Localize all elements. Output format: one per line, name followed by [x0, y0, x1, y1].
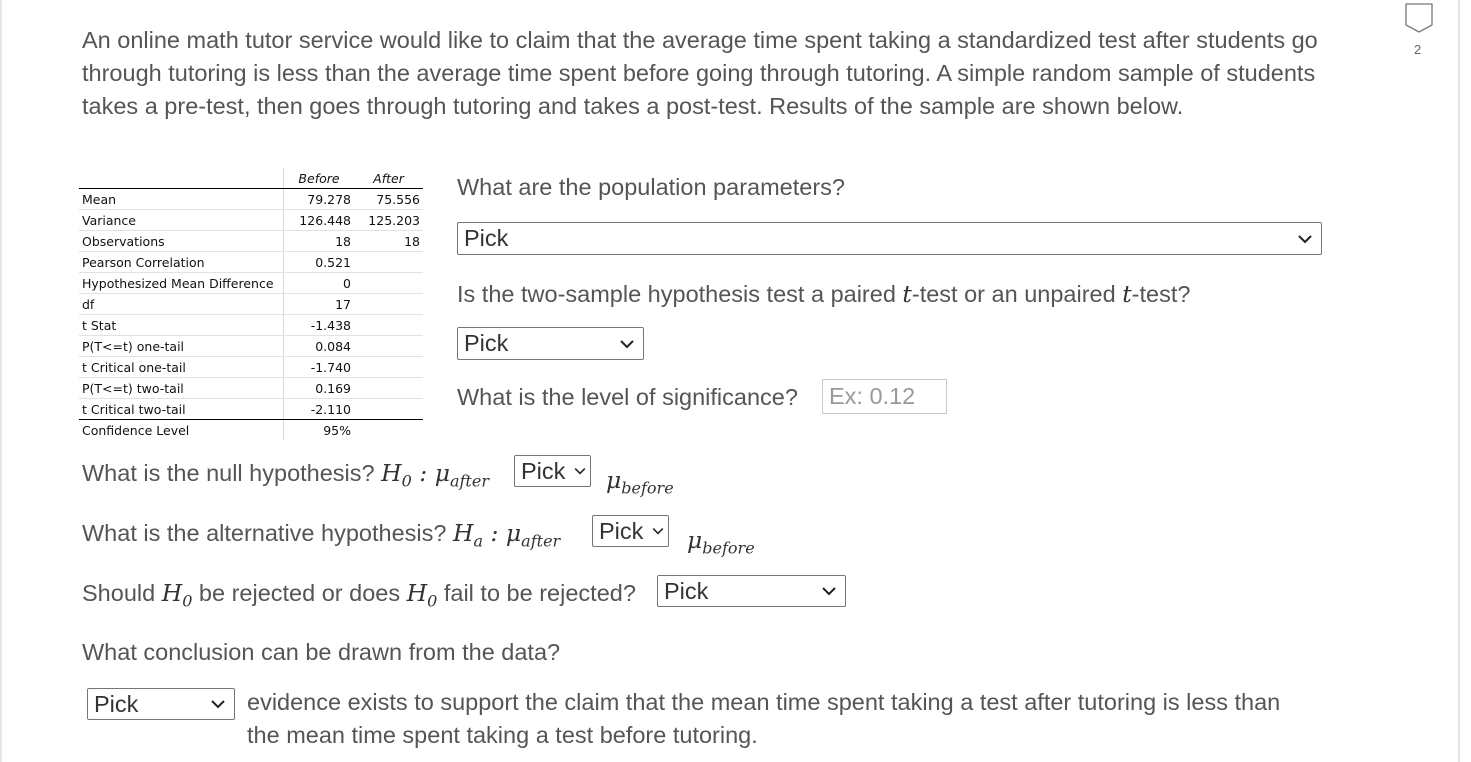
- header-after: After: [354, 168, 423, 189]
- row-label: Mean: [79, 189, 284, 210]
- chevron-down-icon: [208, 694, 228, 714]
- before-value: 0: [284, 273, 355, 294]
- null-select-value: Pick: [521, 457, 566, 484]
- right-border: [1458, 0, 1460, 762]
- after-value: [354, 315, 423, 336]
- after-value: [354, 294, 423, 315]
- before-value: -1.438: [284, 315, 355, 336]
- row-label: t Critical two-tail: [79, 399, 284, 420]
- conclusion-select[interactable]: [87, 688, 235, 720]
- after-value: [354, 336, 423, 357]
- null-question-label: What is the null hypothesis?: [82, 460, 375, 486]
- table-row: [79, 294, 423, 315]
- after-value: 75.556: [354, 189, 423, 210]
- chevron-down-icon: [650, 521, 666, 541]
- params-select-value: Pick: [464, 225, 509, 251]
- paired-question-part1: Is the two-sample hypothesis test a paired: [457, 281, 903, 307]
- reject-text-part1: Should: [82, 580, 162, 606]
- chevron-down-icon: [572, 461, 588, 481]
- alt-hypothesis-question: [82, 519, 560, 551]
- mu-after-subscript: after: [521, 531, 561, 551]
- mu-symbol: μ: [687, 526, 703, 554]
- after-value: [354, 357, 423, 378]
- table-row: [79, 336, 423, 357]
- question-number: 2: [1414, 42, 1422, 57]
- mu-before-subscript: before: [702, 538, 755, 558]
- reject-text-part3: fail to be rejected?: [437, 580, 636, 606]
- mu-symbol: μ: [434, 459, 450, 487]
- after-value: [354, 420, 423, 441]
- table-row: [79, 189, 423, 210]
- conclusion-question: What conclusion can be drawn from the data?: [82, 639, 561, 665]
- reject-select[interactable]: [657, 575, 846, 607]
- before-value: 18: [284, 231, 355, 252]
- alt-mu-before: [687, 526, 755, 558]
- table-row: [79, 399, 423, 420]
- h0-symbol: [406, 579, 438, 611]
- after-value: [354, 378, 423, 399]
- table-row: [79, 252, 423, 273]
- h-letter: H: [406, 579, 428, 607]
- paired-select-value: Pick: [464, 330, 509, 356]
- table-row: [79, 231, 423, 252]
- table-row: [79, 378, 423, 399]
- colon: :: [483, 519, 506, 547]
- alt-question-label: What is the alternative hypothesis?: [82, 520, 447, 546]
- chevron-down-icon: [1295, 229, 1315, 249]
- before-value: -2.110: [284, 399, 355, 420]
- before-value: 126.448: [284, 210, 355, 231]
- h-subscript: a: [473, 531, 484, 551]
- mu-before-subscript: before: [621, 478, 674, 498]
- h-subscript: 0: [401, 471, 412, 491]
- header-before: Before: [284, 168, 355, 189]
- table-row: [79, 273, 423, 294]
- mu-after-subscript: after: [449, 471, 489, 491]
- before-value: 0.169: [284, 378, 355, 399]
- mu-symbol: μ: [606, 466, 622, 494]
- params-question: What are the population parameters?: [457, 174, 845, 200]
- stats-table: [79, 168, 423, 440]
- table-row: [79, 420, 423, 441]
- row-label: t Critical one-tail: [79, 357, 284, 378]
- null-relation-select[interactable]: [514, 455, 591, 487]
- h-letter: H: [452, 519, 474, 547]
- row-label: P(T<=t) one-tail: [79, 336, 284, 357]
- conclusion-line-2: the mean time spent taking a test before tutoring.: [247, 722, 758, 748]
- table-header-row: [79, 168, 423, 189]
- conclusion-select-value: Pick: [94, 690, 139, 717]
- h-subscript: 0: [182, 591, 193, 611]
- table-row: [79, 357, 423, 378]
- row-label: Pearson Correlation: [79, 252, 284, 273]
- alt-select-value: Pick: [599, 517, 644, 544]
- after-value: 125.203: [354, 210, 423, 231]
- row-label: P(T<=t) two-tail: [79, 378, 284, 399]
- null-symbol: [381, 459, 489, 491]
- before-value: 0.521: [284, 252, 355, 273]
- conclusion-line-1: evidence exists to support the claim that the mean time spent taking a test after tutoring is less than: [247, 689, 1281, 715]
- reject-question: [82, 579, 636, 611]
- table-corner: [79, 168, 284, 189]
- colon: :: [411, 459, 435, 487]
- h-letter: H: [161, 579, 183, 607]
- paired-question: [457, 280, 1190, 308]
- chevron-down-icon: [617, 334, 637, 354]
- significance-question: What is the level of significance?: [457, 384, 798, 410]
- row-label: df: [79, 294, 284, 315]
- null-mu-before: [606, 466, 674, 498]
- params-select[interactable]: [457, 222, 1322, 255]
- h-letter: H: [381, 459, 402, 487]
- before-value: -1.740: [284, 357, 355, 378]
- question-intro: An online math tutor service would like to claim that the average time spent taking a standardized test after students go through tutoring is less than the average time spent before going through tutoring. A simple random sample of students takes a pre-test, then goes through tutoring and takes a post-test. Results of the sample are shown below.: [82, 27, 1318, 119]
- t-symbol: t: [902, 280, 912, 308]
- null-hypothesis-question: [82, 459, 489, 491]
- t-symbol: t: [1122, 280, 1132, 308]
- before-value: 79.278: [284, 189, 355, 210]
- h0-symbol: [161, 579, 193, 611]
- row-label: Confidence Level: [82, 422, 190, 438]
- row-label: Observations: [79, 231, 284, 252]
- paired-question-part2: -test or an unpaired: [911, 281, 1123, 307]
- left-border: [0, 0, 2, 762]
- after-value: 18: [354, 231, 423, 252]
- reject-select-value: Pick: [664, 577, 709, 604]
- after-value: [354, 252, 423, 273]
- mu-symbol: μ: [505, 519, 522, 547]
- before-value: 0.084: [284, 336, 355, 357]
- row-label: Hypothesized Mean Difference: [79, 273, 284, 294]
- row-label: t Stat: [79, 315, 284, 336]
- paired-question-part3: -test?: [1131, 281, 1191, 307]
- paired-select[interactable]: [457, 327, 644, 360]
- reject-text-part2: be rejected or does: [192, 580, 407, 606]
- after-value: [354, 273, 423, 294]
- row-label: Variance: [79, 210, 284, 231]
- chevron-down-icon: [819, 581, 839, 601]
- before-value: 17: [284, 294, 355, 315]
- alt-relation-select[interactable]: [592, 515, 669, 547]
- h-subscript: 0: [427, 591, 438, 611]
- significance-input[interactable]: Ex: 0.12: [822, 379, 947, 414]
- bookmark-flag-icon[interactable]: [1405, 3, 1433, 33]
- after-value: [354, 399, 423, 420]
- table-row: [79, 210, 423, 231]
- before-value: 95%: [284, 420, 355, 441]
- alt-symbol: [452, 519, 561, 551]
- table-row: [79, 315, 423, 336]
